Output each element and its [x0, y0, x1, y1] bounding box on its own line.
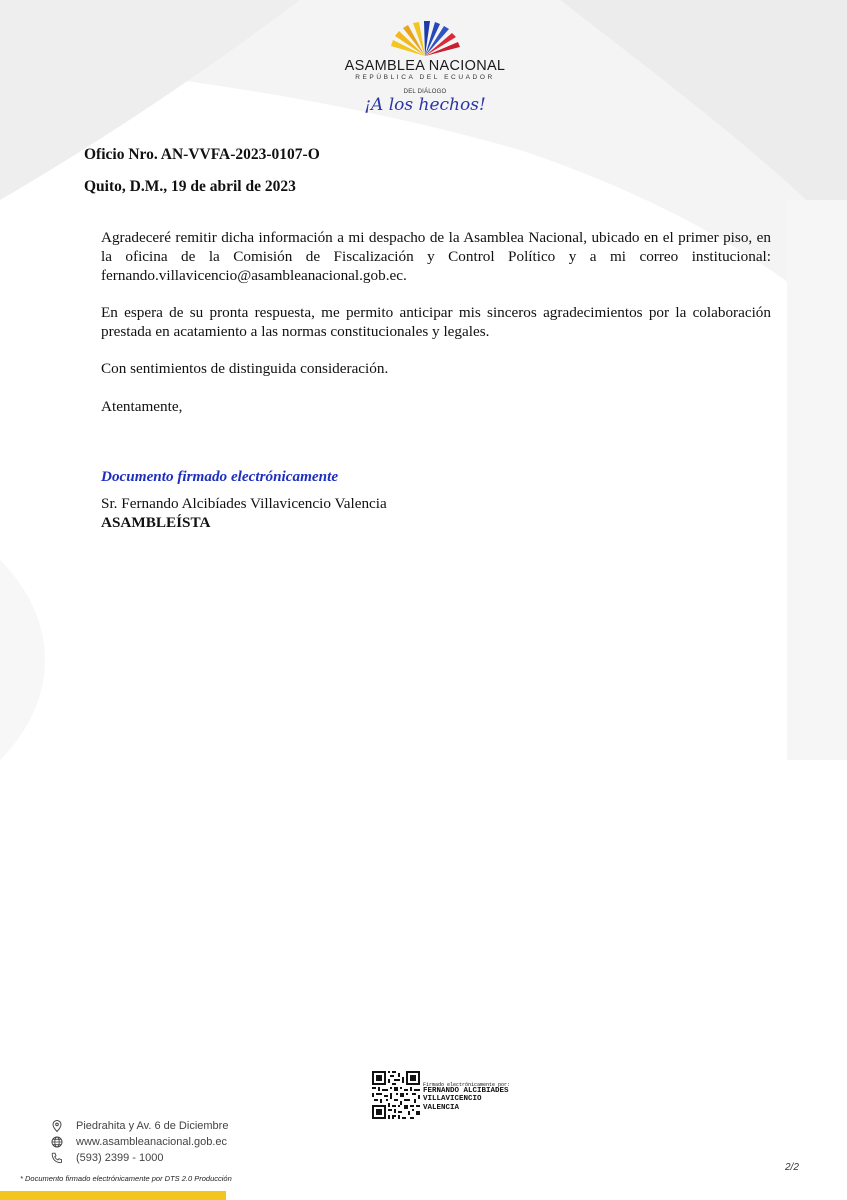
stamp-caption: Firmado electrónicamente por: [423, 1082, 511, 1088]
footer-disclaimer: * Documento firmado electrónicamente por DTS 2.0 Producción [20, 1174, 232, 1183]
organization-subtitle: REPÚBLICA DEL ECUADOR [355, 74, 495, 81]
paragraph: Agradeceré remitir dicha información a mi despacho de la Asamblea Nacional, ubicado en el primer piso, en la oficina de la Comisión de Fiscalización y Control Político y a mi correo institucional: fernando.villavicencio@asambleanacional.gob.ec. [101, 229, 771, 284]
document-date: Quito, D.M., 19 de abril de 2023 [84, 178, 296, 195]
letterhead [0, 0, 847, 130]
phone-text: (593) 2399 - 1000 [76, 1152, 164, 1164]
footer-accent-bar [0, 1191, 226, 1200]
stamp-signer-line: VILLAVICENCIO [423, 1095, 482, 1104]
organization-name: ASAMBLEA NACIONAL [344, 58, 506, 74]
closing: Atentamente, [101, 398, 183, 415]
electronic-signature-note: Documento firmado electrónicamente [101, 468, 339, 485]
phone-icon [50, 1151, 64, 1165]
signer-name: Sr. Fernando Alcibíades Villavicencio Valencia [101, 495, 387, 512]
page-number: 2/2 [785, 1162, 799, 1173]
sun-rays-icon [385, 20, 465, 56]
stamp-signer-line: FERNANDO ALCIBIADES [423, 1087, 509, 1095]
paragraph: En espera de su pronta respuesta, me permito anticipar mis sinceros agradecimientos por la colaboración prestada en acatamiento a las normas constitucionales y legales. [101, 304, 771, 340]
location-pin-icon [50, 1119, 64, 1133]
website-link[interactable]: www.asambleanacional.gob.ec [76, 1136, 228, 1148]
organization-logo [340, 20, 510, 115]
address-text: Piedrahita y Av. 6 de Diciembre [76, 1120, 229, 1132]
slogan-prefix: DEL DIÁLOGO [403, 89, 447, 95]
signature-stamp [370, 1069, 530, 1121]
document-number: Oficio Nro. AN-VVFA-2023-0107-O [84, 146, 320, 163]
globe-icon [50, 1135, 64, 1149]
stamp-signer [423, 1087, 509, 1112]
signer-role: ASAMBLEÍSTA [101, 514, 211, 531]
stamp-signer-line: VALENCIA [423, 1103, 460, 1112]
qr-code-icon [370, 1069, 422, 1121]
slogan: ¡A los hechos! [364, 95, 486, 115]
paragraph: Con sentimientos de distinguida consideración. [101, 360, 389, 377]
